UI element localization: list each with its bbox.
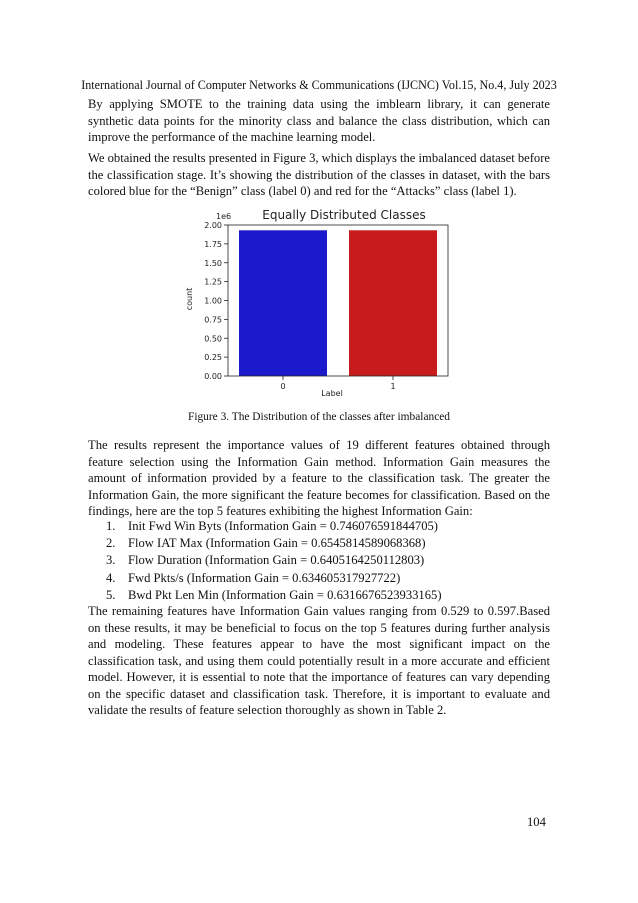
- y-tick-label: 2.00: [204, 221, 222, 230]
- paragraph-figure-intro: We obtained the results presented in Figure 3, which displays the imbalanced dataset before the classification stage. It’s showing the distribution of the classes in dataset, with the bars colored blue for the “Benign” class (label 0) and red for the “Attacks” class (label 1).: [88, 151, 551, 198]
- bar-0: [239, 230, 327, 376]
- y-tick-label: 1.00: [204, 296, 222, 306]
- y-axis-label: count: [185, 287, 194, 311]
- x-tick-label-1: 1: [390, 382, 396, 391]
- y-tick-label: 1.75: [204, 239, 222, 249]
- class-distribution-chart: [178, 200, 460, 405]
- figure-caption: Figure 3. The Distribution of the classes after imbalanced: [187, 411, 451, 423]
- list-item: 3. Flow Duration (Information Gain = 0.6405164250112803): [106, 553, 425, 568]
- y-tick-label: 0.50: [204, 334, 222, 344]
- paragraph-smote: By applying SMOTE to the training data using the imblearn library, it can generate synthetic data points for the minority class and balance the class distribution, which can improve the performance of the machine learning model.: [88, 97, 550, 144]
- list-item: 1. Init Fwd Win Byts (Information Gain = 0.746076591844705): [106, 519, 438, 533]
- paragraph-information-gain: The results represent the importance values of 19 different features obtained through feature selection using the Information Gain method. Information Gain measures the amount of information provided by a feature to the classification task. The greater the Information Gain, the more significant the feature becomes for classification. Based on the findings, here are the top 5 features exhibiting the highest Information Gain:: [88, 438, 550, 518]
- y-tick-label: 0.25: [204, 353, 222, 363]
- list-item: 5. Bwd Pkt Len Min (Information Gain = 0.6316676523933165): [106, 587, 442, 602]
- y-offset-label: 1e6: [216, 212, 232, 221]
- list-item: 2. Flow IAT Max (Information Gain = 0.6545814589068368): [106, 536, 426, 551]
- top-features-list: [88, 518, 442, 604]
- y-tick-label: 0.75: [204, 315, 222, 325]
- y-tick-label: 1.50: [204, 258, 222, 268]
- y-tick-label: 0.00: [204, 372, 222, 381]
- journal-header: International Journal of Computer Networks & Communications (IJCNC) Vol.15, No.4, July 2023: [81, 78, 557, 92]
- paragraph-remaining-features: The remaining features have Information Gain values ranging from 0.529 to 0.597.Based on these results, it may be beneficial to focus on the top 5 features during further analysis and modeling. These features appear to have the most significant impact on the classification task, and using them could potentially result in a more accurate and efficient model. However, it is essential to note that the importance of features can vary depending on the specific dataset and classification task. Therefore, it is important to evaluate and validate the results of feature selection thoroughly as shown in Table 2.: [88, 604, 550, 717]
- x-axis-label: Label: [321, 389, 343, 398]
- bar-1: [349, 230, 437, 376]
- page-number: 104: [527, 815, 546, 829]
- list-item: 4. Fwd Pkts/s (Information Gain = 0.634605317927722): [106, 570, 401, 585]
- x-tick-label-0: 0: [280, 382, 286, 391]
- chart-title: Equally Distributed Classes: [262, 208, 426, 222]
- y-tick-label: 1.25: [204, 277, 222, 287]
- plot-area: [204, 221, 448, 391]
